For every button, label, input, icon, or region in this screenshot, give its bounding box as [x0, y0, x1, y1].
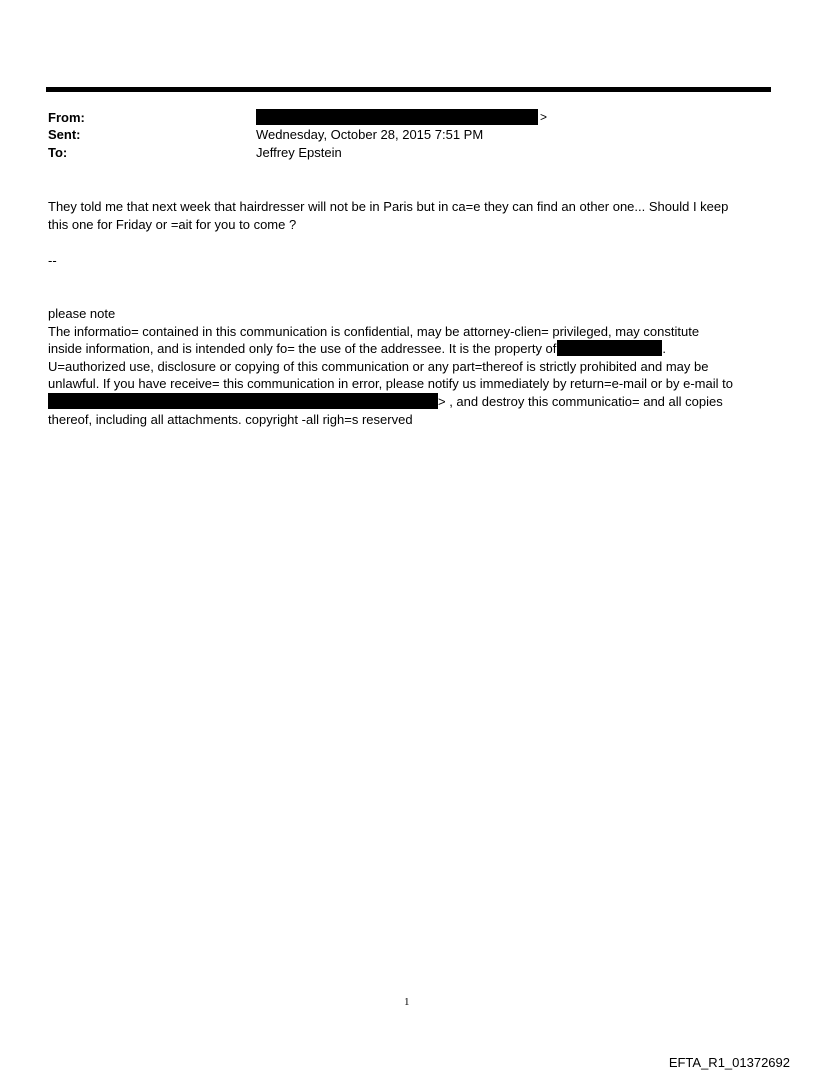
disclaimer-text: . — [662, 341, 667, 357]
signature-separator: -- — [48, 253, 57, 268]
from-label: From: — [48, 110, 85, 125]
disclaimer-text: inside information, and is intended only fo= the use of the addressee. It is the property of — [48, 341, 557, 357]
disclaimer-line: The informatio= contained in this communication is confidential, may be attorney-clien= privileged, may constitute — [48, 323, 700, 339]
sent-label: Sent: — [48, 127, 81, 142]
message-line: this one for Friday or =ait for you to come ? — [48, 216, 297, 232]
disclaimer-line: unlawful. If you have receive= this communication in error, please notify us immediately by return=e-mail or by e-mail to — [48, 376, 733, 392]
disclaimer-line — [48, 340, 733, 358]
message-body — [48, 198, 728, 233]
disclaimer-line — [48, 393, 733, 411]
from-suffix: > — [540, 110, 548, 124]
disclaimer-text: > , and destroy this communicatio= and all copies — [438, 393, 723, 409]
email-redaction — [48, 393, 438, 409]
disclaimer — [48, 305, 733, 428]
message-line: They told me that next week that hairdresser will not be in Paris but in ca=e they can find an other one... Should I keep — [48, 199, 729, 214]
from-redaction — [256, 109, 538, 125]
header-rule — [46, 87, 771, 92]
disclaimer-line: U=authorized use, disclosure or copying of this communication or any part=thereof is strictly prohibited and may be — [48, 358, 709, 374]
property-redaction — [557, 340, 662, 356]
document-id: EFTA_R1_01372692 — [668, 1055, 790, 1070]
disclaimer-heading: please note — [48, 306, 116, 321]
page-number: 1 — [404, 996, 410, 1008]
sent-value: Wednesday, October 28, 2015 7:51 PM — [256, 127, 484, 142]
to-label: To: — [48, 145, 68, 160]
to-value: Jeffrey Epstein — [256, 145, 342, 160]
disclaimer-line: thereof, including all attachments. copyright -all righ=s reserved — [48, 411, 413, 427]
